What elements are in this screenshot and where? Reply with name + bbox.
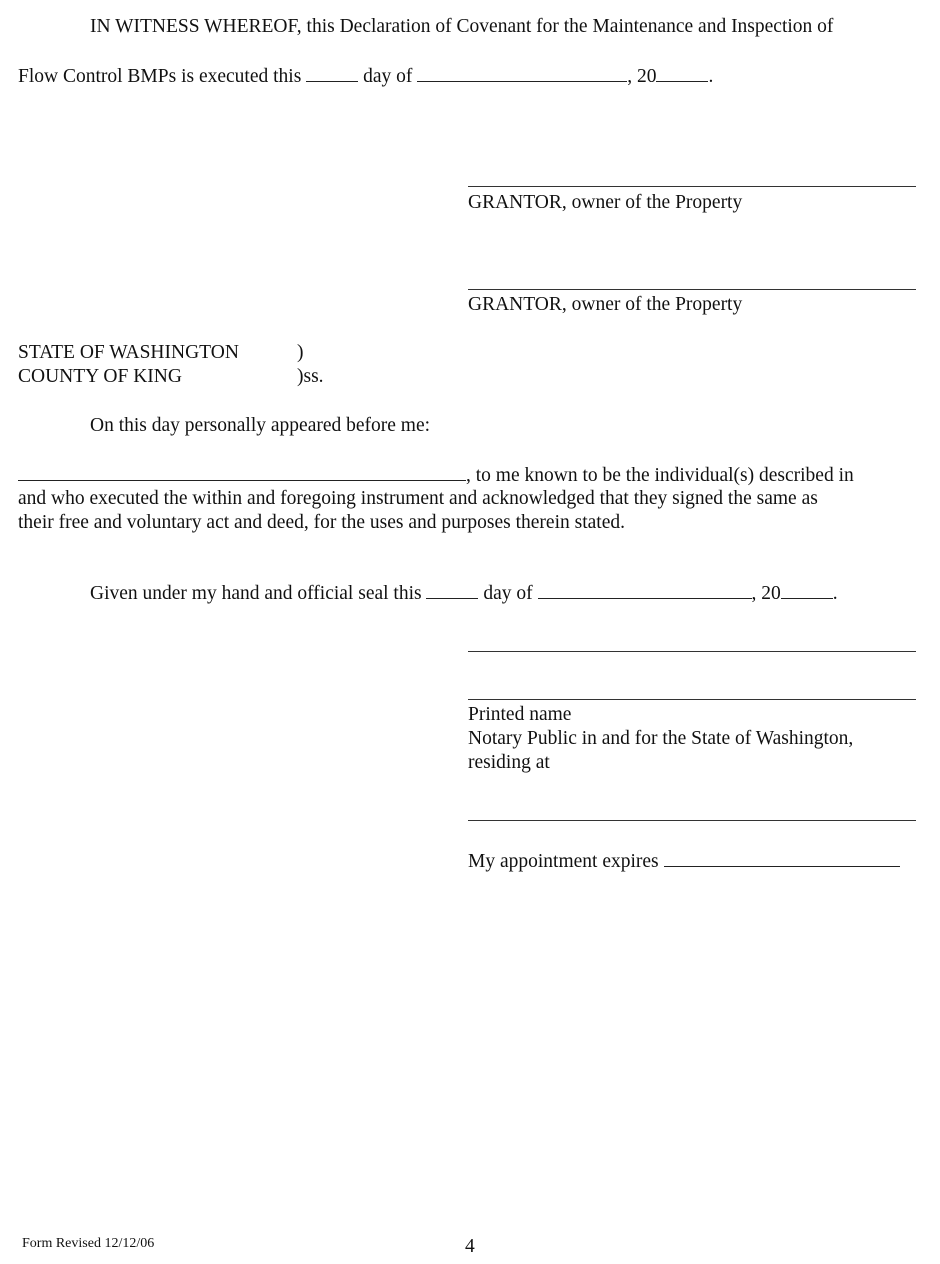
grantor-label-1: GRANTOR, owner of the Property: [468, 192, 743, 213]
seal-day-of: day of: [483, 583, 533, 604]
notary-residing-label: residing at: [468, 752, 550, 773]
page-number: 4: [465, 1236, 475, 1257]
appointment-expiry-field[interactable]: [664, 848, 900, 867]
witness-line-1: IN WITNESS WHEREOF, this Declaration of Covenant for the Maintenance and Inspection of: [90, 16, 834, 37]
seal-year-field[interactable]: [781, 580, 833, 599]
venue-state-mark: ): [297, 342, 304, 363]
individual-name-field[interactable]: [18, 462, 466, 481]
notary-title: Notary Public in and for the State of Washington,: [468, 728, 854, 749]
grantor-label-2: GRANTOR, owner of the Property: [468, 294, 743, 315]
acknowledgment-line-2: and who executed the within and foregoing instrument and acknowledged that they signed the same as: [18, 488, 818, 509]
notary-residence-line[interactable]: [468, 820, 916, 821]
notary-printed-name-line[interactable]: [468, 699, 916, 700]
notary-appointment-line: [468, 848, 900, 874]
acknowledgment-line-1-suffix: , to me known to be the individual(s) described in: [466, 465, 854, 486]
seal-day-field[interactable]: [426, 580, 478, 599]
notary-signature-line[interactable]: [468, 651, 916, 652]
form-revised-note: Form Revised 12/12/06: [22, 1236, 155, 1251]
grantor-signature-line-2[interactable]: [468, 289, 916, 290]
seal-year-prefix: , 20: [751, 583, 781, 604]
execution-year-field[interactable]: [656, 63, 708, 82]
witness-day-of: day of: [363, 66, 413, 87]
execution-day-field[interactable]: [306, 63, 358, 82]
venue-county-mark: )ss.: [297, 366, 324, 387]
seal-month-field[interactable]: [538, 580, 752, 599]
acknowledgment-line-3: their free and voluntary act and deed, for the uses and purposes therein stated.: [18, 512, 625, 533]
witness-period: .: [708, 66, 714, 87]
acknowledgment-line-1: [18, 462, 854, 488]
seal-line: [90, 580, 838, 606]
notary-appointment-label: My appointment expires: [468, 851, 659, 872]
witness-year-prefix: , 20: [627, 66, 657, 87]
execution-month-field[interactable]: [417, 63, 627, 82]
appearance-text: On this day personally appeared before me:: [90, 415, 431, 436]
witness-line-2: [18, 63, 713, 89]
witness-line-2-prefix: Flow Control BMPs is executed this: [18, 66, 302, 87]
grantor-signature-line-1[interactable]: [468, 186, 916, 187]
notary-printed-name-label: Printed name: [468, 704, 572, 725]
venue-state: STATE OF WASHINGTON: [18, 342, 239, 363]
venue-county: COUNTY OF KING: [18, 366, 182, 387]
seal-prefix: Given under my hand and official seal this: [90, 583, 422, 604]
seal-period: .: [832, 583, 838, 604]
